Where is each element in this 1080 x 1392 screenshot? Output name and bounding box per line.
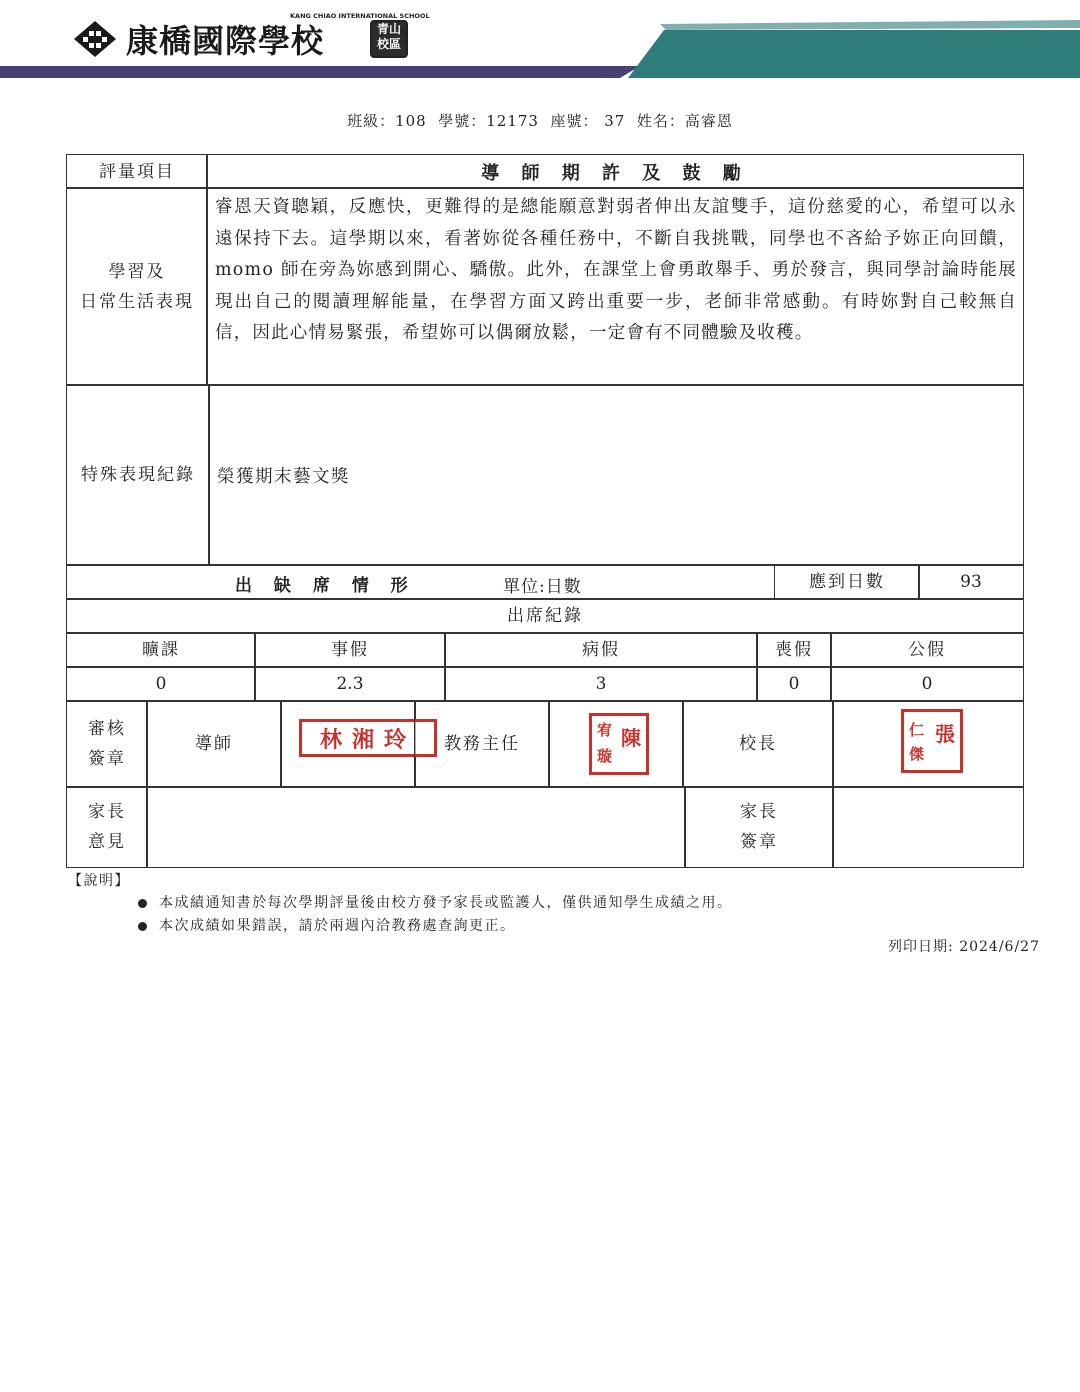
academic-seal-char-1: 宥 (597, 721, 613, 739)
learning-label (66, 187, 208, 386)
notes-section (68, 870, 733, 934)
school-logo (72, 12, 430, 64)
official-leave-header: 公假 (830, 632, 1024, 668)
review-label (66, 700, 148, 788)
note-text-2: 本次成績如果錯誤，請於兩週內洽教務處查詢更正。 (159, 918, 516, 934)
parent-opinion-label (66, 786, 148, 868)
notes-title: 【說明】 (68, 873, 130, 889)
parent-sign-label (684, 786, 834, 868)
teacher-seal: 林湘玲 (299, 719, 437, 757)
official-leave-value: 0 (830, 666, 1024, 702)
teacher-label: 導師 (146, 700, 282, 788)
parent-signature-field[interactable] (832, 786, 1024, 868)
principal-label: 校長 (682, 700, 834, 788)
school-name-en: KANG CHIAO INTERNATIONAL SCHOOL (290, 12, 430, 20)
principal-seal-char-1: 仁 (909, 721, 925, 739)
review-label-line-1: 審核 (88, 719, 126, 739)
sick-leave-header: 病假 (444, 632, 758, 668)
principal-seal-char-2: 張 (935, 722, 955, 746)
bereavement-leave-value: 0 (756, 666, 832, 702)
academic-director-label: 教務主任 (414, 700, 550, 788)
attendance-title: 出 缺 席 情 形 (235, 576, 416, 596)
campus-line-2: 校區 (376, 37, 401, 51)
academic-seal-cell (548, 700, 684, 788)
learning-label-line-1: 學習及 (108, 261, 166, 282)
absent-header: 曠課 (66, 632, 256, 668)
attendance-unit: 單位:日數 (503, 577, 582, 597)
learning-label-line-2: 日常生活表現 (80, 291, 194, 312)
note-item (138, 915, 516, 935)
parent-sign-line-2: 簽章 (740, 832, 778, 852)
parent-sign-line-1: 家長 (740, 802, 778, 822)
review-label-line-2: 簽章 (88, 749, 126, 769)
school-emblem-icon (72, 19, 118, 59)
bullet-icon (138, 899, 147, 908)
note-text-1: 本成績通知書於每次學期評量後由校方發予家長或監護人，僅供通知學生成績之用。 (159, 895, 733, 911)
absent-value: 0 (66, 666, 256, 702)
parent-opinion-line-2: 意見 (88, 832, 126, 852)
special-label: 特殊表現紀錄 (66, 384, 210, 566)
required-days-label: 應到日數 (774, 564, 920, 600)
principal-seal-char-3: 傑 (909, 745, 925, 763)
parent-opinion-field[interactable] (146, 786, 686, 868)
student-info: 班級：108 學號：12173 座號： 37 姓名：高睿恩 (347, 112, 733, 130)
print-date: 列印日期: 2024/6/27 (888, 939, 1040, 955)
note-item (138, 892, 733, 912)
attendance-record-title: 出席紀錄 (66, 598, 1024, 634)
academic-seal-char-3: 璇 (597, 747, 613, 765)
bereavement-leave-header: 喪假 (756, 632, 832, 668)
col-header-comment: 導 師 期 許 及 鼓 勵 (206, 154, 1024, 189)
academic-seal-char-2: 陳 (621, 726, 641, 750)
parent-opinion-line-1: 家長 (88, 802, 126, 822)
personal-leave-value: 2.3 (254, 666, 446, 702)
principal-seal (901, 709, 963, 773)
personal-leave-header: 事假 (254, 632, 446, 668)
principal-seal-cell (832, 700, 1024, 788)
col-header-item: 評量項目 (66, 154, 208, 189)
special-comment: 榮獲期末藝文獎 (208, 384, 1024, 566)
campus-line-1: 青山 (376, 22, 401, 36)
bullet-icon (138, 922, 147, 931)
teacher-seal-cell (280, 700, 416, 788)
required-days-value: 93 (918, 564, 1024, 600)
school-name-zh: 康橋國際學校 (126, 22, 325, 60)
school-header (0, 0, 1080, 80)
campus-badge (370, 20, 408, 58)
academic-director-seal (589, 713, 649, 775)
learning-comment: 睿恩天資聰穎，反應快，更難得的是總能願意對弱者伸出友誼雙手，這份慈愛的心，希望可以永遠保持下去。這學期以來，看著妳從各種任務中，不斷自我挑戰，同學也不吝給予妳正向回饋，momo 師在旁為妳感到開心、驕傲。此外，在課堂上會勇敢舉手、勇於發言，與同學討論時能展現出自己的閱讀理解能量，在學習方面又跨出重要一步，老師非常感動。有時妳對自己較無自信，因此心情易緊張，希望妳可以偶爾放鬆，一定會有不同體驗及收穫。 (206, 187, 1024, 386)
sick-leave-value: 3 (444, 666, 758, 702)
